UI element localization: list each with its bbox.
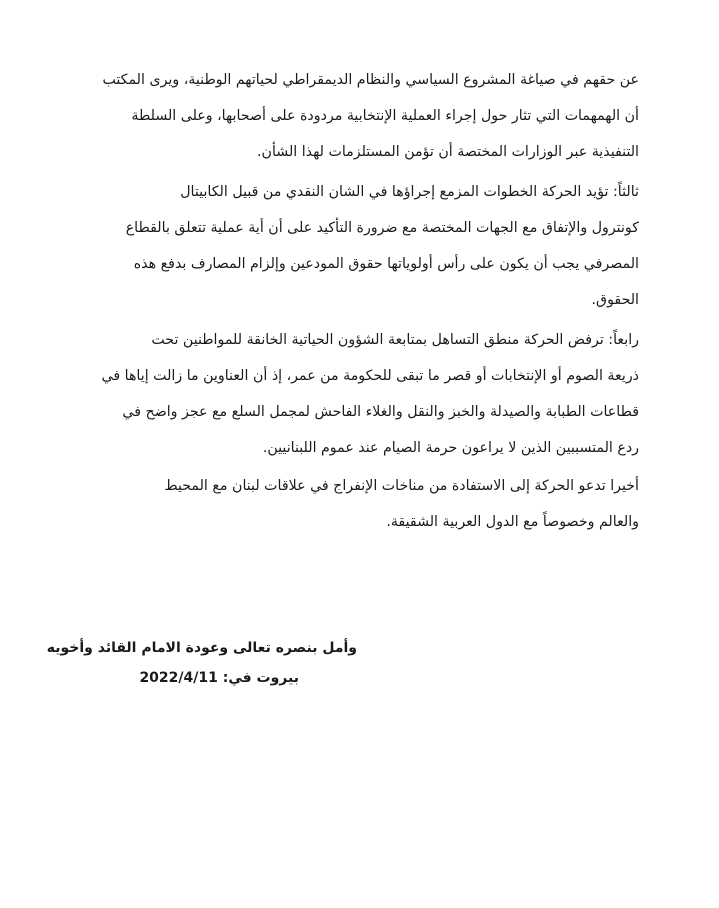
paragraph-finally-relations	[79, 468, 639, 540]
dateline-label: بيروت في:	[222, 670, 299, 686]
paragraph-line: التنفيذية عبر الوزارات المختصة أن تؤمن المستلزمات لهذا الشأن.	[257, 144, 639, 160]
paragraph-line: قطاعات الطبابة والصيدلة والخبز والنقل والغلاء الفاحش لمجمل السلع مع عجز واضح في	[122, 404, 639, 420]
paragraph-line: رابعاً: ترفض الحركة منطق التساهل بمتابعة الشؤون الحياتية الخانقة للمواطنين تحت	[151, 332, 639, 348]
paragraph-line: ثالثاً: تؤيد الحركة الخطوات المزمع إجراؤها في الشان النقدي من قبيل الكابيتال	[180, 184, 639, 200]
paragraph-line: عن حقهم في صياغة المشروع السياسي والنظام الديمقراطي لحياتهم الوطنية، ويرى المكتب	[102, 72, 639, 88]
paragraph-line: أن الهمهمات التي تثار حول إجراء العملية الإنتخابية مردودة على أصحابها، وعلى السلطة	[131, 108, 639, 124]
paragraph-fourth-living	[79, 322, 639, 466]
paragraph-third-monetary	[79, 174, 639, 318]
paragraph-line: الحقوق.	[591, 292, 639, 308]
paragraph-electoral	[79, 62, 639, 170]
paragraph-line: والعالم وخصوصاً مع الدول العربية الشقيقة.	[386, 514, 639, 530]
signoff-line: وأمل بنصره تعالى وعودة الامام القائد وأخويه	[46, 640, 357, 656]
paragraph-line: المصرفي يجب أن يكون على رأس أولوياتها حقوق المودعين وإلزام المصارف بدفع هذه	[133, 256, 639, 272]
paragraph-line: ردع المتسببين الذين لا يراعون حرمة الصيام عند عموم اللبنانيين.	[262, 440, 639, 456]
paragraph-line: أخيرا تدعو الحركة إلى الاستفادة من مناخات الإنفراج في علاقات لبنان مع المحيط	[164, 478, 639, 494]
paragraph-line: كونترول والإتفاق مع الجهات المختصة مع ضرورة التأكيد على أن أية عملية تتعلق بالقطاع	[125, 220, 639, 236]
paragraph-line: ذريعة الصوم أو الإنتخابات أو قصر ما تبقى للحكومة من عمر، إذ أن العناوين ما زالت إياها في	[101, 368, 639, 384]
dateline-date: 2022/4/11	[139, 670, 218, 686]
dateline	[139, 662, 299, 694]
